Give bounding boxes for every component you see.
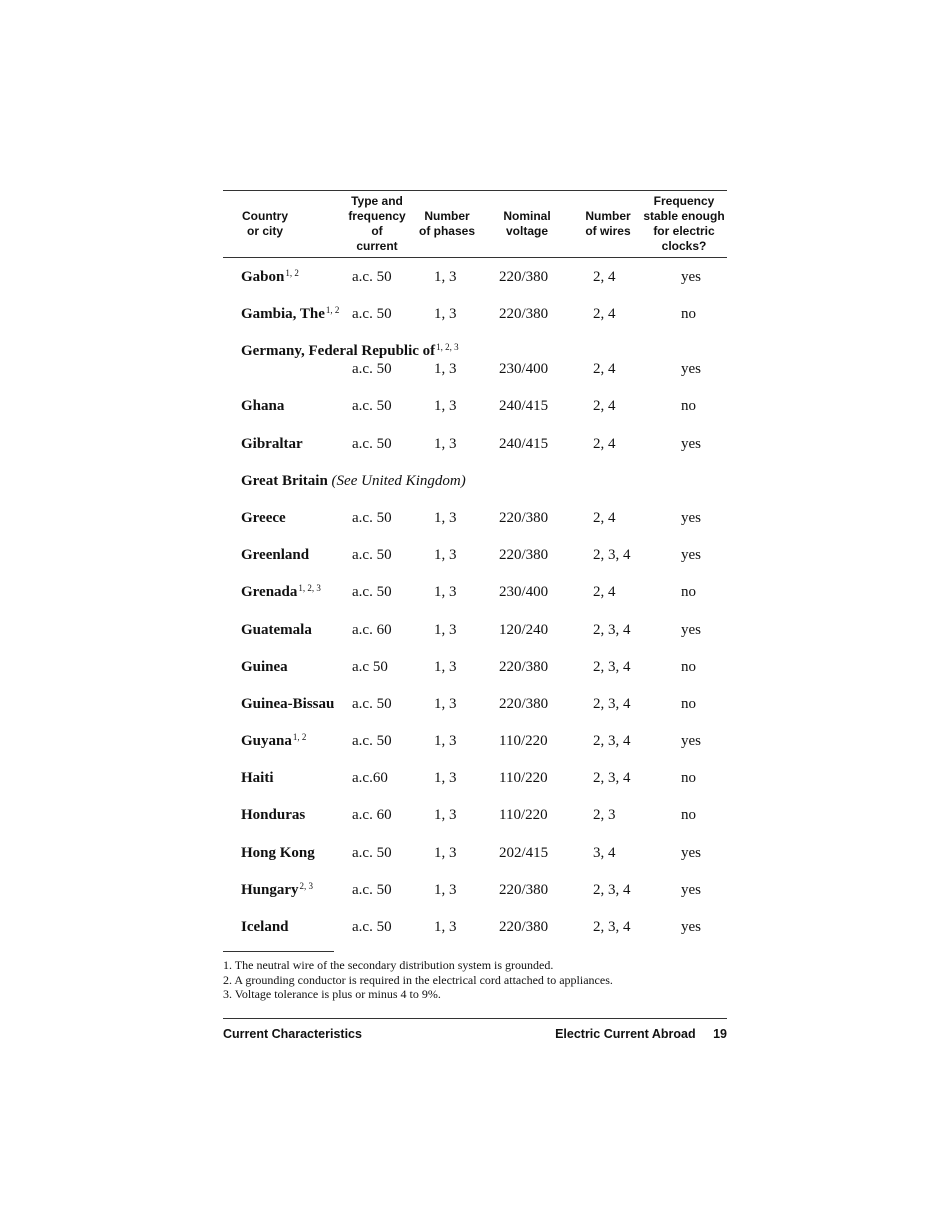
number-of-wires: 2, 4 bbox=[593, 584, 616, 601]
country-name bbox=[241, 919, 289, 936]
frequency-stable: yes bbox=[681, 361, 701, 378]
current-type: a.c 50 bbox=[352, 658, 388, 675]
number-of-phases: 1, 3 bbox=[434, 770, 457, 787]
number-of-wires: 2, 3, 4 bbox=[593, 770, 631, 787]
frequency-stable: yes bbox=[681, 435, 701, 452]
current-type: a.c. 50 bbox=[352, 435, 392, 452]
country-label: Haiti bbox=[241, 770, 274, 787]
country-name bbox=[241, 436, 303, 453]
number-of-wires: 2, 3, 4 bbox=[593, 881, 631, 898]
footnote-reference: 1, 2 bbox=[325, 305, 340, 316]
country-label: Ghana bbox=[241, 398, 285, 415]
country-name bbox=[241, 510, 286, 527]
table-row bbox=[223, 332, 727, 387]
number-of-phases: 1, 3 bbox=[434, 435, 457, 452]
country-label: Great Britain bbox=[241, 472, 328, 489]
nominal-voltage: 110/220 bbox=[499, 807, 548, 824]
table-row bbox=[223, 573, 727, 610]
footnote-reference: 1, 2 bbox=[285, 268, 299, 278]
country-label: Gibraltar bbox=[241, 435, 303, 452]
number-of-phases: 1, 3 bbox=[434, 807, 457, 824]
country-name bbox=[241, 473, 466, 490]
number-of-wires: 2, 3, 4 bbox=[593, 695, 631, 712]
table-row bbox=[223, 258, 727, 295]
number-of-phases: 1, 3 bbox=[434, 844, 457, 861]
nominal-voltage: 220/380 bbox=[499, 509, 549, 526]
country-name bbox=[241, 659, 288, 676]
footnote-reference: 1, 2 bbox=[292, 732, 307, 743]
table-row bbox=[223, 462, 727, 499]
frequency-stable: no bbox=[681, 306, 696, 323]
country-name bbox=[241, 696, 334, 713]
current-type: a.c. 50 bbox=[352, 695, 392, 712]
table-row bbox=[223, 499, 727, 536]
frequency-stable: no bbox=[681, 584, 696, 601]
table-row bbox=[223, 871, 727, 908]
nominal-voltage: 110/220 bbox=[499, 770, 548, 787]
page-number: 19 bbox=[713, 1026, 727, 1041]
footer-right bbox=[541, 1027, 727, 1041]
frequency-stable: yes bbox=[681, 269, 701, 285]
country-label: Greece bbox=[241, 509, 286, 526]
number-of-phases: 1, 3 bbox=[434, 584, 457, 601]
frequency-stable: yes bbox=[681, 881, 701, 898]
table-row bbox=[223, 425, 727, 462]
nominal-voltage: 120/240 bbox=[499, 621, 549, 638]
country-name bbox=[241, 882, 313, 899]
nominal-voltage: 220/380 bbox=[499, 881, 549, 898]
table-row bbox=[223, 685, 727, 722]
nominal-voltage: 220/380 bbox=[499, 547, 549, 564]
page-footer bbox=[223, 1027, 727, 1041]
header-frequency-stable: Frequency stable enough for electric clocks? bbox=[643, 194, 725, 253]
country-label: Guatemala bbox=[241, 621, 312, 638]
country-name bbox=[241, 306, 339, 323]
header-type: Type and frequency of current bbox=[348, 194, 406, 253]
current-type: a.c. 50 bbox=[352, 398, 392, 415]
nominal-voltage: 240/415 bbox=[499, 435, 549, 452]
table-row bbox=[223, 611, 727, 648]
frequency-stable: no bbox=[681, 695, 696, 712]
number-of-phases: 1, 3 bbox=[434, 621, 457, 638]
header-voltage: Nominal voltage bbox=[503, 209, 551, 238]
footnote-2: 2. A grounding conductor is required in the electrical cord attached to appliances. bbox=[223, 972, 613, 987]
current-type: a.c. 50 bbox=[352, 509, 392, 526]
nominal-voltage: 240/415 bbox=[499, 398, 549, 415]
frequency-stable: yes bbox=[681, 621, 701, 638]
country-label: Germany, Federal Republic of bbox=[241, 343, 436, 360]
number-of-wires: 2, 3 bbox=[593, 807, 616, 824]
nominal-voltage: 220/380 bbox=[499, 306, 549, 323]
frequency-stable: no bbox=[681, 658, 696, 675]
frequency-stable: yes bbox=[681, 919, 701, 935]
table-row bbox=[223, 796, 727, 833]
footer-document-title: Electric Current Abroad bbox=[555, 1026, 696, 1041]
number-of-phases: 1, 3 bbox=[434, 919, 457, 935]
frequency-stable: yes bbox=[681, 547, 701, 564]
header-wires: Number of wires bbox=[585, 209, 631, 238]
current-type: a.c. 50 bbox=[352, 361, 392, 378]
country-label: Greenland bbox=[241, 547, 310, 564]
current-type: a.c. 50 bbox=[352, 733, 392, 750]
number-of-phases: 1, 3 bbox=[434, 398, 457, 415]
country-label: Guyana bbox=[241, 733, 292, 750]
number-of-wires: 2, 4 bbox=[593, 361, 616, 378]
country-label: Gabon bbox=[241, 269, 285, 285]
number-of-wires: 2, 4 bbox=[593, 435, 616, 452]
nominal-voltage: 220/380 bbox=[499, 658, 549, 675]
current-type: a.c. 50 bbox=[352, 306, 392, 323]
nominal-voltage: 230/400 bbox=[499, 361, 549, 378]
number-of-phases: 1, 3 bbox=[434, 881, 457, 898]
country-label: Iceland bbox=[241, 919, 289, 935]
country-name bbox=[241, 622, 312, 639]
nominal-voltage: 220/380 bbox=[499, 695, 549, 712]
current-type: a.c. 50 bbox=[352, 919, 392, 935]
header-phases: Number of phases bbox=[418, 209, 475, 238]
footnotes bbox=[223, 958, 727, 1002]
table-row bbox=[223, 722, 727, 759]
nominal-voltage: 110/220 bbox=[499, 733, 548, 750]
nominal-voltage: 220/380 bbox=[499, 269, 549, 285]
number-of-wires: 2, 3, 4 bbox=[593, 547, 631, 564]
number-of-wires: 2, 4 bbox=[593, 269, 616, 285]
frequency-stable: no bbox=[681, 398, 696, 415]
current-type: a.c. 50 bbox=[352, 547, 392, 564]
number-of-wires: 2, 3, 4 bbox=[593, 733, 631, 750]
number-of-wires: 2, 3, 4 bbox=[593, 658, 631, 675]
country-label: Guinea bbox=[241, 658, 288, 675]
country-name bbox=[241, 733, 306, 750]
country-name bbox=[241, 547, 309, 564]
frequency-stable: yes bbox=[681, 844, 701, 861]
frequency-stable: yes bbox=[681, 509, 701, 526]
number-of-wires: 2, 3, 4 bbox=[593, 621, 631, 638]
frequency-stable: yes bbox=[681, 733, 701, 750]
number-of-wires: 2, 4 bbox=[593, 509, 616, 526]
table-row bbox=[223, 648, 727, 685]
cross-reference-note: (See United Kingdom) bbox=[331, 472, 466, 489]
number-of-phases: 1, 3 bbox=[434, 547, 457, 564]
table-row bbox=[223, 759, 727, 796]
table-row bbox=[223, 908, 727, 945]
footnote-rule bbox=[223, 951, 334, 952]
table-row bbox=[223, 295, 727, 332]
number-of-wires: 2, 4 bbox=[593, 306, 616, 323]
number-of-phases: 1, 3 bbox=[434, 306, 457, 323]
current-type: a.c. 50 bbox=[352, 269, 392, 285]
current-type: a.c. 50 bbox=[352, 844, 392, 861]
country-name bbox=[241, 584, 321, 601]
current-type: a.c. 50 bbox=[352, 881, 392, 898]
country-name bbox=[241, 845, 315, 862]
country-label: Grenada bbox=[241, 584, 298, 601]
nominal-voltage: 230/400 bbox=[499, 584, 549, 601]
table-row bbox=[223, 536, 727, 573]
nominal-voltage: 220/380 bbox=[499, 919, 549, 935]
number-of-wires: 2, 4 bbox=[593, 398, 616, 415]
country-name bbox=[241, 398, 284, 415]
country-name bbox=[241, 807, 305, 824]
table-row bbox=[223, 834, 727, 871]
number-of-phases: 1, 3 bbox=[434, 733, 457, 750]
country-label: Guinea-Bissau bbox=[241, 695, 335, 712]
nominal-voltage: 202/415 bbox=[499, 844, 549, 861]
country-label: Gambia, The bbox=[241, 306, 325, 323]
footnote-reference: 1, 2, 3 bbox=[436, 342, 459, 353]
country-label: Hungary bbox=[241, 881, 299, 898]
country-name bbox=[241, 770, 274, 787]
current-type: a.c.60 bbox=[352, 770, 388, 787]
footnote-1: 1. The neutral wire of the secondary distribution system is grounded. bbox=[223, 958, 554, 973]
header-country: Country or city bbox=[242, 209, 288, 238]
current-type: a.c. 60 bbox=[352, 621, 392, 638]
footnote-reference: 1, 2, 3 bbox=[298, 583, 321, 594]
country-name bbox=[241, 269, 299, 286]
frequency-stable: no bbox=[681, 807, 696, 824]
footnote-reference: 2, 3 bbox=[299, 880, 314, 891]
current-type: a.c. 50 bbox=[352, 584, 392, 601]
number-of-phases: 1, 3 bbox=[434, 361, 457, 378]
country-label: Honduras bbox=[241, 807, 306, 824]
number-of-phases: 1, 3 bbox=[434, 695, 457, 712]
table-row bbox=[223, 387, 727, 424]
footer-rule bbox=[223, 1018, 727, 1019]
document-page bbox=[223, 190, 727, 1041]
number-of-phases: 1, 3 bbox=[434, 658, 457, 675]
number-of-wires: 2, 3, 4 bbox=[593, 919, 631, 935]
country-label: Hong Kong bbox=[241, 844, 315, 861]
number-of-wires: 3, 4 bbox=[593, 844, 616, 861]
number-of-phases: 1, 3 bbox=[434, 509, 457, 526]
number-of-phases: 1, 3 bbox=[434, 269, 457, 285]
frequency-stable: no bbox=[681, 770, 696, 787]
table-header bbox=[223, 191, 727, 257]
footer-section-title: Current Characteristics bbox=[223, 1026, 362, 1041]
footnote-3: 3. Voltage tolerance is plus or minus 4 to 9%. bbox=[223, 987, 441, 1002]
current-type: a.c. 60 bbox=[352, 807, 392, 824]
country-name bbox=[241, 343, 459, 360]
table-body bbox=[223, 258, 727, 945]
